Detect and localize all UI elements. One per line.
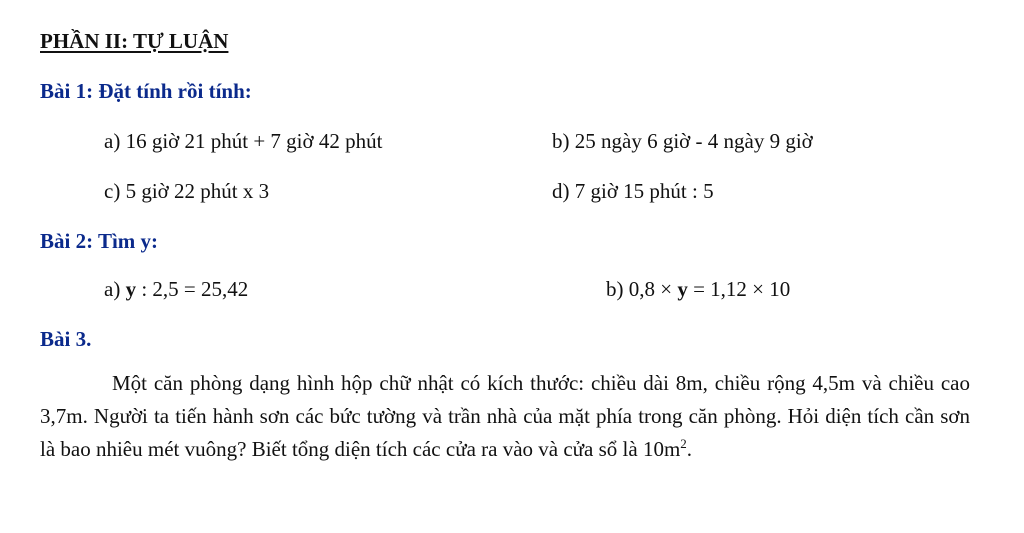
bai1-item-d: d) 7 giờ 15 phút : 5 [552,179,714,203]
bai2-b-rest: = 1,12 × 10 [687,277,791,301]
bai1-heading: Bài 1: Đặt tính rồi tính: [40,79,252,103]
bai3-exponent: 2 [680,436,687,451]
bai2-a-rest: : 2,5 = 25,42 [136,277,249,301]
bai3-end: . [686,437,693,461]
bai2-a-variable: y [125,277,137,301]
bai2-b-prefix: b) 0,8 × [606,277,678,301]
bai2-item-b [606,276,790,302]
bai2-b-variable: y [677,277,688,301]
bai3-paragraph [40,367,970,466]
section-title: PHẦN II: TỰ LUẬN [40,29,229,53]
bai1-item-a: a) 16 giờ 21 phút + 7 giờ 42 phút [104,129,383,153]
bai2-item-a [104,276,248,302]
bai2-a-prefix: a) [104,277,126,301]
bai1-item-b: b) 25 ngày 6 giờ - 4 ngày 9 giờ [552,129,813,153]
bai3-heading: Bài 3. [40,327,92,351]
bai3-text: Một căn phòng dạng hình hộp chữ nhật có kích thước: chiều dài 8m, chiều rộng 4,5m và chiều cao 3,7m. Người ta tiến hành sơn các bức tường và trần nhà của mặt phía trong căn phòng. Hỏi diện tích cần sơn là bao nhiêu mét vuông? Biết tổng diện tích các cửa ra vào và cửa sổ là 10m [40,371,970,461]
bai2-heading: Bài 2: Tìm y: [40,229,159,253]
bai1-item-c: c) 5 giờ 22 phút x 3 [104,179,270,203]
